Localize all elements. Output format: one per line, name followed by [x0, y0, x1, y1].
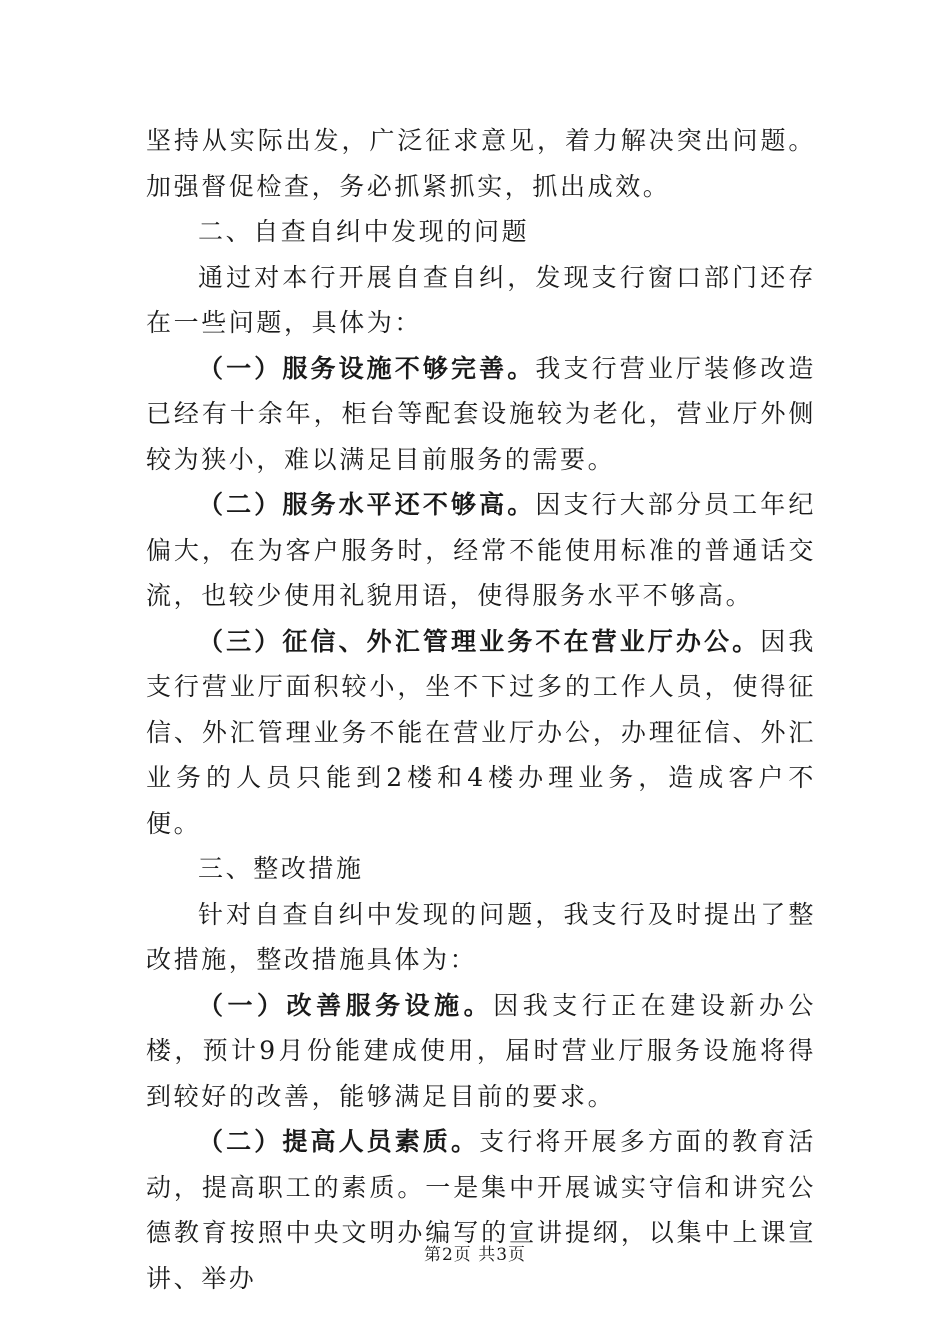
paragraph-lead: （一）改善服务设施。	[198, 990, 494, 1020]
paragraph-lead: （二）服务水平还不够高。	[198, 490, 536, 519]
page-number-label: 第2页 共3页	[423, 1245, 527, 1265]
paragraph-text: 因我支行营业厅面积较小，坐不下过多的工作人员，使得征信、外汇管理业务不能在营业厅办公，办理征信、外汇业务的人员只能到2楼和4楼办理业务，造成客户不便。	[146, 626, 816, 838]
paragraph-text: 坚持从实际出发，广泛征求意见，着力解决突出问题。加强督促检查，务必抓紧抓实，抓出成效。	[146, 126, 816, 201]
paragraph-intro-problems	[146, 255, 816, 346]
heading-text: 二、自查自纠中发现的问题	[198, 217, 530, 246]
paragraph-lead: （二）提高人员素质。	[198, 1127, 480, 1156]
paragraph-measure-1	[146, 983, 816, 1120]
page-footer	[0, 1240, 950, 1265]
paragraph-text: 因支行大部分员工年纪偏大，在为客户服务时，经常不能使用标准的普通话交流，也较少使用礼貌用语，使得服务水平不够高。	[146, 490, 816, 610]
heading-text: 三、整改措施	[198, 854, 364, 883]
paragraph-text: 我支行营业厅装修改造已经有十余年，柜台等配套设施较为老化，营业厅外侧较为狭小，难以满足目前服务的需要。	[146, 353, 816, 474]
paragraph-text: 通过对本行开展自查自纠，发现支行窗口部门还存在一些问题，具体为：	[146, 262, 816, 337]
section-heading-measures	[146, 846, 816, 892]
paragraph-problem-2	[146, 482, 816, 619]
paragraph-text: 针对自查自纠中发现的问题，我支行及时提出了整改措施，整改措施具体为：	[146, 899, 816, 974]
paragraph-problem-1	[146, 346, 816, 483]
paragraph-text: 因我支行正在建设新办公楼，预计9月份能建成使用，届时营业厅服务设施将得到较好的改善，能够满足目前的要求。	[146, 990, 816, 1111]
paragraph-continuation	[146, 118, 816, 209]
paragraph-measure-2	[146, 1119, 816, 1301]
paragraph-lead: （三）征信、外汇管理业务不在营业厅办公。	[198, 626, 761, 656]
document-body	[146, 118, 816, 1301]
section-heading-problems	[146, 209, 816, 255]
paragraph-lead: （一）服务设施不够完善。	[198, 353, 536, 383]
paragraph-intro-measures	[146, 892, 816, 983]
paragraph-problem-3	[146, 619, 816, 847]
paragraph-text: 支行将开展多方面的教育活动，提高职工的素质。一是集中开展诚实守信和讲究公德教育按照中央文明办编写的宣讲提纲，以集中上课宣讲、举办	[146, 1127, 816, 1293]
